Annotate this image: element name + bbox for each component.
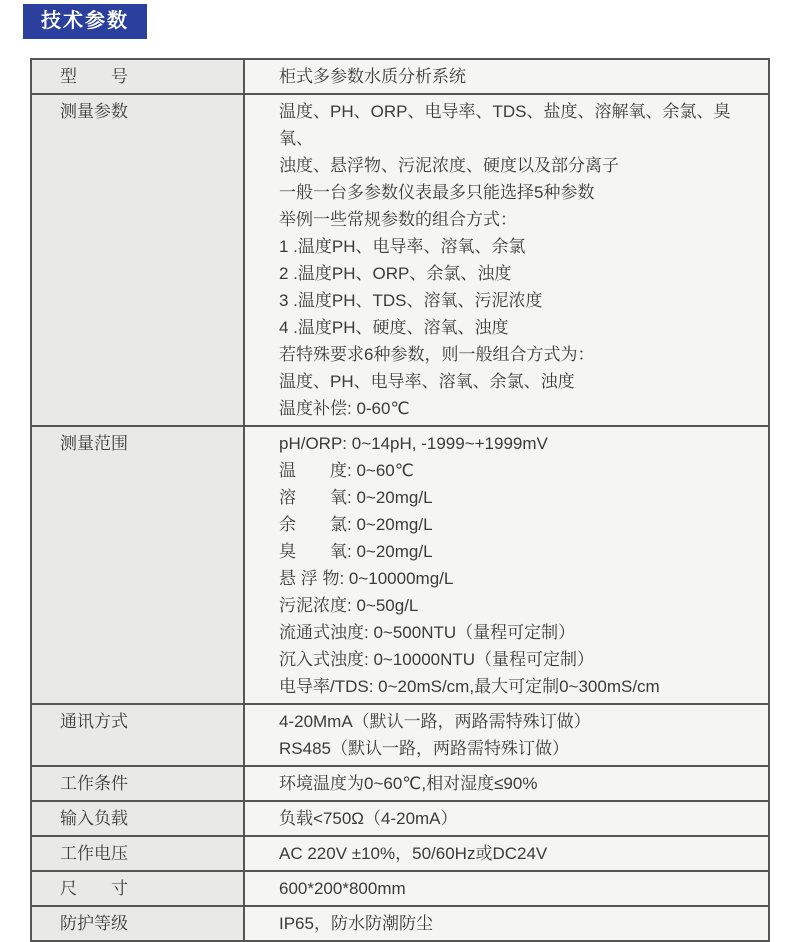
spec-row-label: 防护等级	[31, 906, 244, 941]
spec-value-line: pH/ORP: 0~14pH, -1999~+1999mV	[279, 434, 548, 453]
spec-row-label: 型 号	[31, 59, 244, 94]
spec-value-line: 2 .温度PH、ORP、余氯、浊度	[279, 264, 512, 283]
spec-row	[31, 426, 769, 704]
spec-row	[31, 836, 769, 871]
spec-row	[31, 766, 769, 801]
spec-value-line: 3 .温度PH、TDS、溶氧、污泥浓度	[279, 291, 543, 310]
spec-row	[31, 871, 769, 906]
spec-row-label: 工作条件	[31, 766, 244, 801]
spec-row-label: 通讯方式	[31, 704, 244, 766]
spec-value-line: 负载<750Ω（4-20mA）	[279, 809, 458, 828]
spec-row-label: 尺 寸	[31, 871, 244, 906]
spec-value-line: RS485（默认一路，两路需特殊订做）	[279, 739, 569, 758]
spec-value-line: 柜式多参数水质分析系统	[279, 67, 466, 86]
spec-value-line: 溶 氧: 0~20mg/L	[279, 488, 433, 507]
spec-row	[31, 801, 769, 836]
spec-value-line: 温度、PH、ORP、电导率、TDS、盐度、溶解氧、余氯、臭氧、	[279, 102, 731, 148]
spec-row	[31, 94, 769, 426]
spec-value-line: 余 氯: 0~20mg/L	[279, 515, 433, 534]
spec-value-line: 沉入式浊度: 0~10000NTU（量程可定制）	[279, 650, 595, 669]
spec-table-body	[31, 59, 769, 941]
spec-row-value	[244, 704, 769, 766]
spec-row	[31, 704, 769, 766]
section-title-badge: 技术参数	[23, 4, 147, 39]
spec-value-line: 若特殊要求6种参数，则一般组合方式为：	[279, 345, 595, 364]
spec-value-line: AC 220V ±10%，50/60Hz或DC24V	[279, 844, 548, 863]
spec-row	[31, 906, 769, 941]
spec-row-value	[244, 94, 769, 426]
spec-table	[30, 58, 770, 942]
spec-row-label: 测量参数	[31, 94, 244, 426]
spec-value-line: 温 度: 0~60℃	[279, 461, 414, 480]
spec-row-label: 测量范围	[31, 426, 244, 704]
spec-value-line: 环境温度为0~60℃,相对湿度≤90%	[279, 774, 538, 793]
spec-row-label: 输入负载	[31, 801, 244, 836]
spec-value-line: 流通式浊度: 0~500NTU（量程可定制）	[279, 623, 576, 642]
spec-row-value	[244, 59, 769, 94]
spec-value-line: 悬 浮 物: 0~10000mg/L	[279, 569, 454, 588]
spec-value-line: 浊度、悬浮物、污泥浓度、硬度以及部分离子	[279, 156, 619, 175]
spec-value-line: 污泥浓度: 0~50g/L	[279, 596, 419, 615]
spec-row-value	[244, 906, 769, 941]
spec-value-line: 电导率/TDS: 0~20mS/cm,最大可定制0~300mS/cm	[279, 677, 660, 696]
spec-row-value	[244, 871, 769, 906]
spec-value-line: 一般一台多参数仪表最多只能选择5种参数	[279, 183, 595, 202]
spec-value-line: IP65，防水防潮防尘	[279, 914, 433, 933]
spec-value-line: 4 .温度PH、硬度、溶氧、浊度	[279, 318, 509, 337]
spec-row-value	[244, 836, 769, 871]
spec-value-line: 臭 氧: 0~20mg/L	[279, 542, 433, 561]
spec-value-line: 举例一些常规参数的组合方式：	[279, 210, 517, 229]
spec-row-value	[244, 426, 769, 704]
spec-value-line: 温度、PH、电导率、溶氧、余氯、浊度	[279, 372, 575, 391]
spec-row-value	[244, 801, 769, 836]
spec-value-line: 4-20MmA（默认一路，两路需特殊订做）	[279, 712, 591, 731]
spec-value-line: 1 .温度PH、电导率、溶氧、余氯	[279, 237, 526, 256]
spec-row-label: 工作电压	[31, 836, 244, 871]
spec-row-value	[244, 766, 769, 801]
spec-value-line: 温度补偿: 0-60℃	[279, 399, 410, 418]
spec-row	[31, 59, 769, 94]
spec-value-line: 600*200*800mm	[279, 879, 406, 898]
